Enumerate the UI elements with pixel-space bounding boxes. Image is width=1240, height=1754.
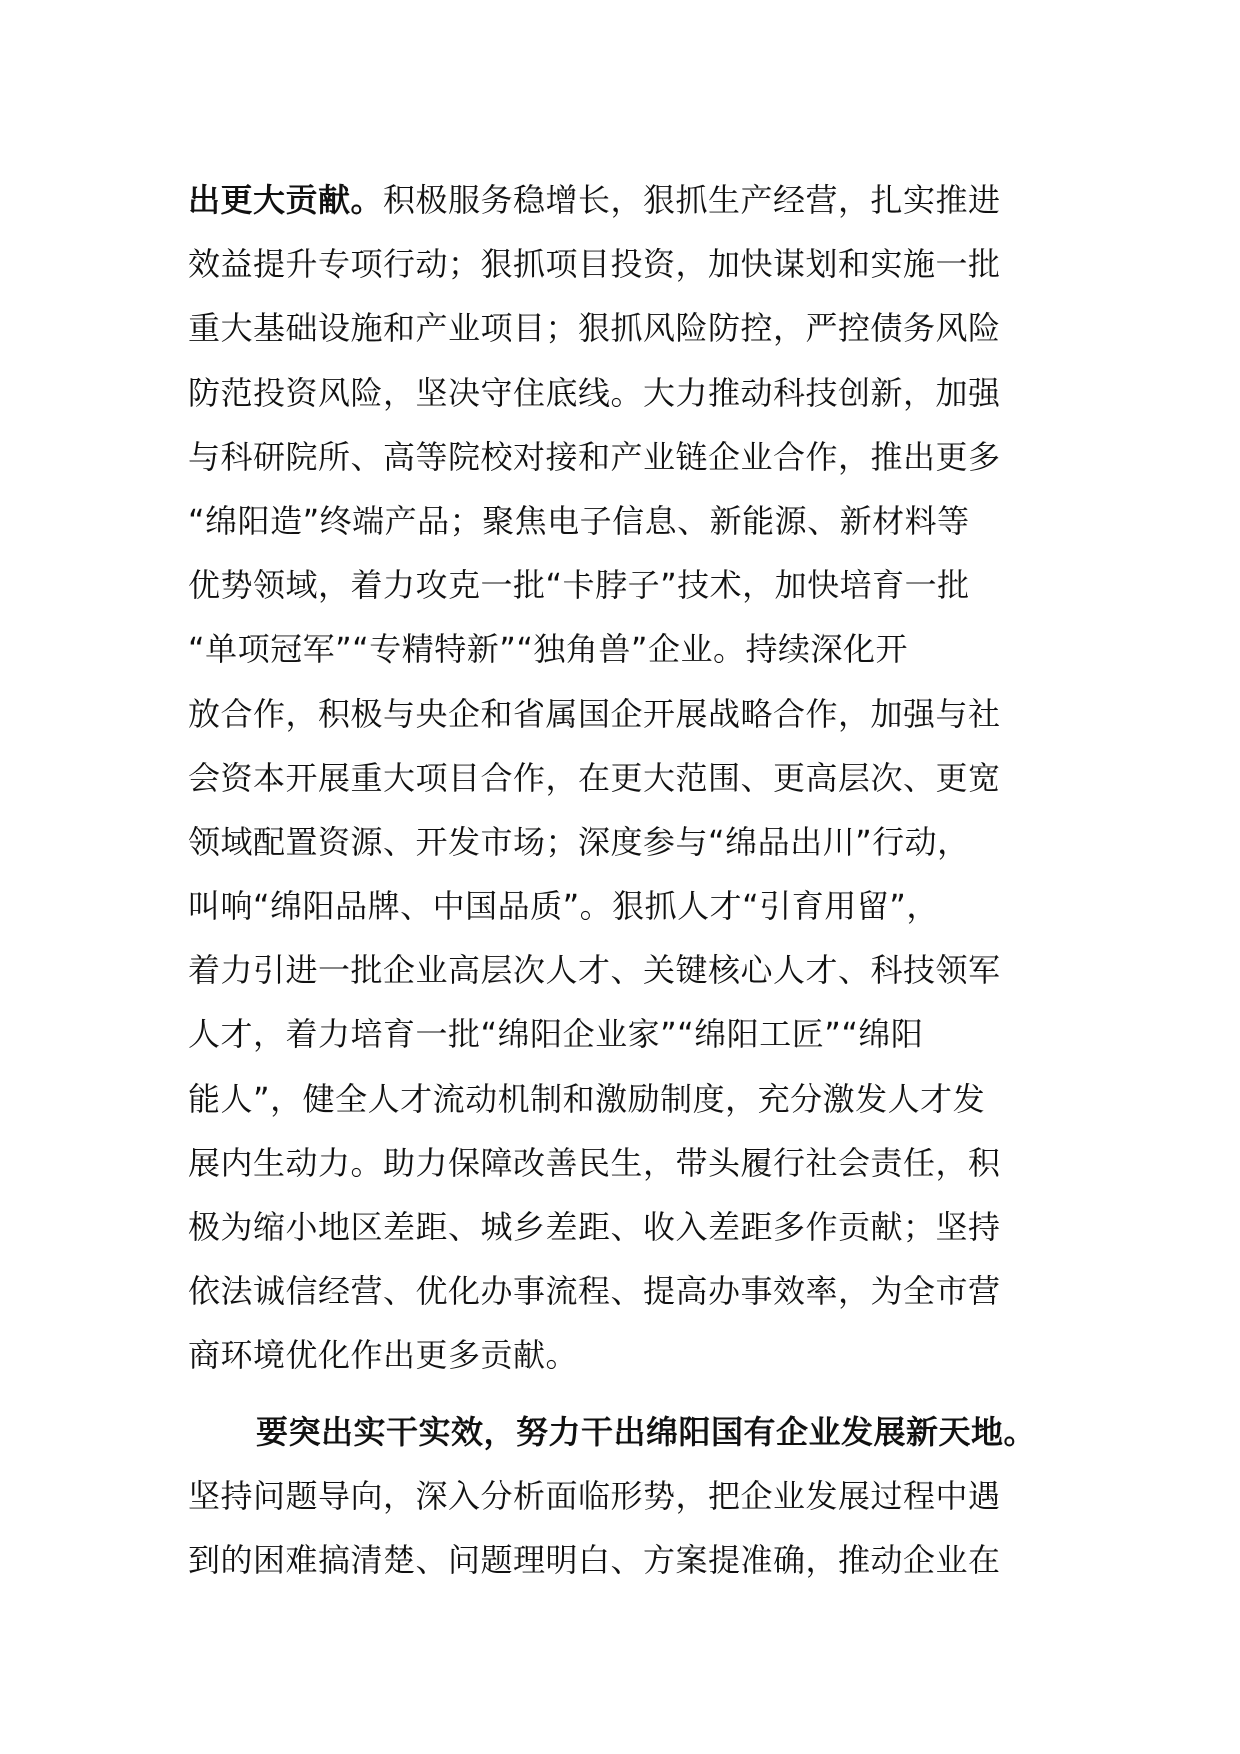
paragraph-1-line: 放合作，积极与央企和省属国企开展战略合作，加强与社 [188,694,1001,733]
paragraph-gap [188,1388,1068,1400]
paragraph-1-line: 展内生动力。助力保障改善民生，带头履行社会责任，积 [188,1143,1001,1182]
paragraph-2-line: 坚持问题导向，深入分析面临形势，把企业发展过程中遇 [188,1476,1001,1515]
paragraph-2-line: 到的困难搞清楚、问题理明白、方案提准确，推动企业在 [188,1540,1001,1579]
paragraph-1-line: 防范投资风险，坚决守住底线。大力推动科技创新，加强 [188,373,1001,412]
paragraph-1-line: 会资本开展重大项目合作，在更大范围、更高层次、更宽 [188,758,1001,797]
paragraph-1-line: 优势领域，着力攻克一批“卡脖子”技术，加快培育一批 [188,566,970,605]
paragraph-1-line-1-text: 积极服务稳增长，狠抓生产经营，扎实推进 [383,181,1001,219]
paragraph-1-line: 能人”，健全人才流动机制和激励制度，充分激发人才发 [188,1079,986,1118]
paragraph-1-lead: 出更大贡献。 [188,181,384,219]
paragraph-1-line: 叫响“绵阳品牌、中国品质”。狠抓人才“引育用留”， [188,887,939,926]
paragraph-1-line: 商环境优化作出更多贡献。 [188,1336,579,1375]
paragraph-2-heading: 要突出实干实效，努力干出绵阳国有企业发展新天地。 [256,1412,1037,1451]
paragraph-1-line: “单项冠军”“专精特新”“独角兽”企业。持续深化开 [188,630,908,669]
paragraph-1-line: 效益提升专项行动；狠抓项目投资，加快谋划和实施一批 [188,245,1001,284]
paragraph-1-line: 着力引进一批企业高层次人才、关键核心人才、科技领军 [188,951,1001,990]
paragraph-1-line: 与科研院所、高等院校对接和产业链企业合作，推出更多 [188,437,1001,476]
paragraph-1-line: 人才，着力培育一批“绵阳企业家”“绵阳工匠”“绵阳 [188,1015,924,1054]
paragraph-1-line: 依法诚信经营、优化办事流程、提高办事效率，为全市营 [188,1272,1001,1311]
paragraph-1-line-1 [188,168,1068,232]
paragraph-1-line: 极为缩小地区差距、城乡差距、收入差距多作贡献；坚持 [188,1208,1001,1246]
paragraph-1-line: 领域配置资源、开发市场；深度参与“绵品出川”行动， [188,822,970,861]
paragraph-1-line: “绵阳造”终端产品；聚焦电子信息、新能源、新材料等 [188,501,970,540]
paragraph-1-line: 重大基础设施和产业项目；狠抓风险防控，严控债务风险 [188,309,1001,348]
document-body [188,168,1068,1592]
